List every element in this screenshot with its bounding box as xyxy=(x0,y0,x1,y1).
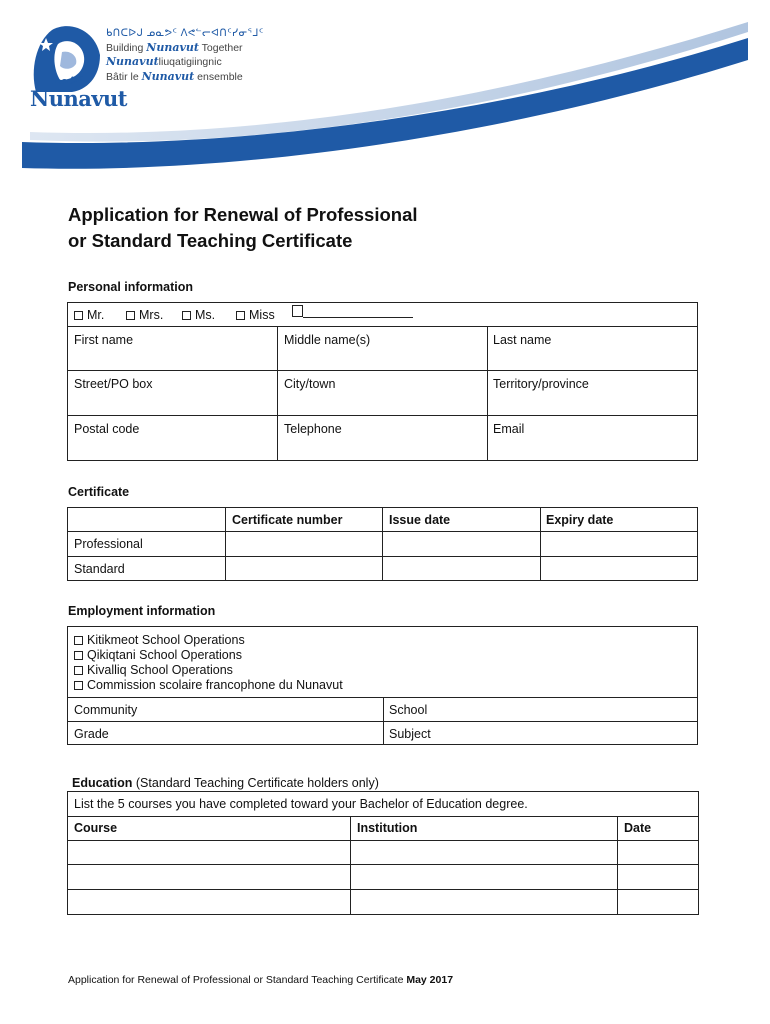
row-standard: Standard xyxy=(74,562,125,576)
education-instruction: List the 5 courses you have completed toward your Bachelor of Education degree. xyxy=(74,797,528,811)
logo-wordmark: Nunavut xyxy=(30,86,128,111)
employer-option-qikiqtani[interactable]: Qikiqtani School Operations xyxy=(74,648,242,662)
checkbox[interactable] xyxy=(74,636,83,645)
checkbox[interactable] xyxy=(292,305,303,317)
telephone-label: Telephone xyxy=(284,422,342,436)
first-name-label: First name xyxy=(74,333,134,347)
subject-label: Subject xyxy=(389,727,431,741)
checkbox[interactable] xyxy=(74,681,83,690)
checkbox[interactable] xyxy=(74,311,83,320)
city-label: City/town xyxy=(284,377,336,391)
checkbox[interactable] xyxy=(126,311,135,320)
divider xyxy=(67,840,699,841)
header-banner xyxy=(0,0,770,180)
title-option-miss[interactable]: Miss xyxy=(236,308,275,322)
other-title-blank[interactable] xyxy=(303,305,413,318)
email-label: Email xyxy=(493,422,525,436)
section-employment-information: Employment information xyxy=(68,604,216,618)
employer-option-kivalliq[interactable]: Kivalliq School Operations xyxy=(74,663,233,677)
street-label: Street/PO box xyxy=(74,377,153,391)
motto-syllabics: ᑲᑎᑕᐅᒍ ᓄᓇᕗᑦ ᐱᕙᓪᓕᐊᑎᑦᓯᓂᕐᒧᑦ xyxy=(106,28,264,39)
section-education: Education (Standard Teaching Certificate holders only) xyxy=(72,776,379,790)
divider xyxy=(67,889,699,890)
divider xyxy=(67,864,699,865)
section-certificate: Certificate xyxy=(68,485,130,499)
col-certificate-number: Certificate number xyxy=(232,513,343,527)
grade-label: Grade xyxy=(74,727,109,741)
divider xyxy=(67,326,698,327)
row-professional: Professional xyxy=(74,537,143,551)
checkbox[interactable] xyxy=(236,311,245,320)
school-label: School xyxy=(389,703,428,717)
employer-option-kitikmeot[interactable]: Kitikmeot School Operations xyxy=(74,633,245,647)
divider xyxy=(382,507,383,581)
divider xyxy=(277,326,278,461)
page-title: Application for Renewal of Professional or Standard Teaching Certificate xyxy=(68,204,418,251)
col-date: Date xyxy=(624,821,652,835)
col-institution: Institution xyxy=(357,821,418,835)
divider xyxy=(540,507,541,581)
territory-label: Territory/province xyxy=(493,377,589,391)
divider xyxy=(617,816,618,915)
last-name-label: Last name xyxy=(493,333,552,347)
motto-english: Building Nunavut Together xyxy=(106,40,243,54)
col-issue-date: Issue date xyxy=(389,513,451,527)
page-footer: Application for Renewal of Professional or Standard Teaching Certificate May 2017 xyxy=(68,974,454,986)
checkbox[interactable] xyxy=(74,666,83,675)
middle-names-label: Middle name(s) xyxy=(284,333,371,347)
postal-code-label: Postal code xyxy=(74,422,140,436)
motto-inuinnaqtun: Nunavutliuqatigiingnic xyxy=(106,55,222,68)
checkbox[interactable] xyxy=(182,311,191,320)
divider xyxy=(225,507,226,581)
motto-french: Bâtir le Nunavut ensemble xyxy=(106,69,243,83)
title-option-mr[interactable]: Mr. xyxy=(74,308,104,322)
community-label: Community xyxy=(74,703,138,717)
divider xyxy=(67,415,698,416)
col-course: Course xyxy=(74,821,118,835)
logo-syllabics: ᓄᓇᕗᑦ xyxy=(52,75,84,87)
divider xyxy=(383,697,384,745)
section-personal-information: Personal information xyxy=(68,280,194,294)
title-option-mrs[interactable]: Mrs. xyxy=(126,308,163,322)
divider xyxy=(350,816,351,915)
title-option-ms[interactable]: Ms. xyxy=(182,308,215,322)
divider xyxy=(487,326,488,461)
employer-option-csfn[interactable]: Commission scolaire francophone du Nunavut xyxy=(74,678,343,692)
divider xyxy=(67,370,698,371)
checkbox[interactable] xyxy=(74,651,83,660)
title-option-other[interactable] xyxy=(292,305,413,319)
divider xyxy=(67,816,699,817)
logo-motto xyxy=(106,27,264,84)
col-expiry-date: Expiry date xyxy=(546,513,614,527)
